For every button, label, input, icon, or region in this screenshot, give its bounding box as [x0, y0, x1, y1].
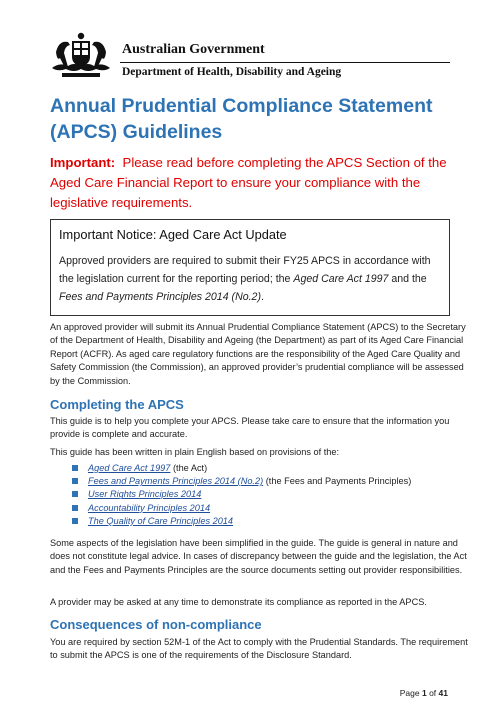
- legislation-link[interactable]: Aged Care Act 1997: [88, 463, 171, 473]
- legislation-link[interactable]: Fees and Payments Principles 2014 (No.2): [88, 476, 264, 487]
- bullet-square-icon: [72, 518, 78, 524]
- department-name: Department of Health, Disability and Ageing: [122, 66, 342, 78]
- page-number: [400, 688, 448, 698]
- completing-heading: Completing the APCS: [50, 397, 184, 412]
- intro-paragraph: An approved provider will submit its Annual Prudential Compliance Statement (APCS) to the Secretary of the Department of Health, Disability and Ageing (the Department) as part of its Aged Care Financial Report (ACFR). As aged care regulatory functions are the responsibility of the Aged Care Quality and Safety Commission (the Commission), an approved provider’s prudential compliance will be assessed by the Commission.: [50, 322, 466, 386]
- completing-paragraph-4: A provider may be asked at any time to demonstrate its compliance as reported in the APCS.: [50, 597, 427, 607]
- coat-of-arms-icon: [50, 30, 112, 80]
- legislation-link[interactable]: Accountability Principles 2014: [88, 502, 211, 513]
- list-item: [72, 488, 411, 501]
- list-item-suffix: (the Fees and Payments Principles): [263, 476, 412, 487]
- list-item: [72, 475, 411, 488]
- notice-text-before: Approved providers are required to submit their FY25 APCS in accordance with the legislation current for the reporting period; the: [59, 255, 431, 285]
- page-label: Page: [399, 688, 420, 698]
- consequences-paragraph-1: You are required by section 52M-1 of the Act to comply with the Prudential Standards. The requirement to submit the APCS is one of the requirements of the Disclosure Standard.: [50, 637, 468, 661]
- notice-heading: Important Notice: Aged Care Act Update: [59, 227, 287, 242]
- important-label: Important:: [50, 155, 116, 170]
- notice-text-end: .: [260, 291, 264, 303]
- total-pages: 41: [438, 688, 448, 698]
- page-header: [50, 30, 450, 82]
- notice-act-name: Aged Care Act 1997: [293, 273, 389, 285]
- notice-body: [59, 252, 441, 306]
- completing-paragraph-3: Some aspects of the legislation have been simplified in the guide. The guide is general in nature and does not constitute legal advice. In cases of discrepancy between the guide and the legislation, the Act and the Fees and Payments Principles are the source documents setting out provider responsibilities.: [50, 538, 467, 575]
- important-notice-text: [50, 153, 470, 213]
- bullet-square-icon: [72, 505, 78, 511]
- important-body: Please read before completing the APCS Section of the Aged Care Financial Report to ensure your compliance with the legislative requirements.: [50, 155, 447, 210]
- list-item-suffix: (the Act): [170, 463, 208, 473]
- title-line-2: (APCS) Guidelines: [50, 121, 223, 143]
- current-page: 1: [421, 688, 427, 698]
- header-divider: [120, 62, 450, 63]
- consequences-heading: Consequences of non-compliance: [50, 617, 262, 632]
- act-update-notice-box: [50, 219, 450, 316]
- list-item: [72, 502, 411, 515]
- completing-paragraph-1: This guide is to help you complete your APCS. Please take care to ensure that the information you provide is complete and accurate.: [50, 416, 450, 440]
- bullet-square-icon: [72, 478, 78, 484]
- of-label: of: [429, 688, 437, 698]
- legislation-link[interactable]: User Rights Principles 2014: [88, 489, 202, 500]
- legislation-list: [72, 462, 411, 528]
- list-item: [72, 462, 411, 475]
- list-item: [72, 515, 411, 528]
- legislation-link[interactable]: The Quality of Care Principles 2014: [88, 515, 234, 526]
- completing-paragraph-2: This guide has been written in plain English based on provisions of the:: [50, 447, 340, 457]
- page-title: [50, 93, 450, 145]
- title-line-1: Annual Prudential Compliance Statement: [50, 95, 433, 117]
- notice-text-and: and the: [388, 273, 427, 285]
- bullet-square-icon: [72, 465, 78, 471]
- government-name: Australian Government: [122, 42, 265, 57]
- bullet-square-icon: [72, 491, 78, 497]
- notice-principles-name: Fees and Payments Principles 2014 (No.2): [59, 291, 261, 303]
